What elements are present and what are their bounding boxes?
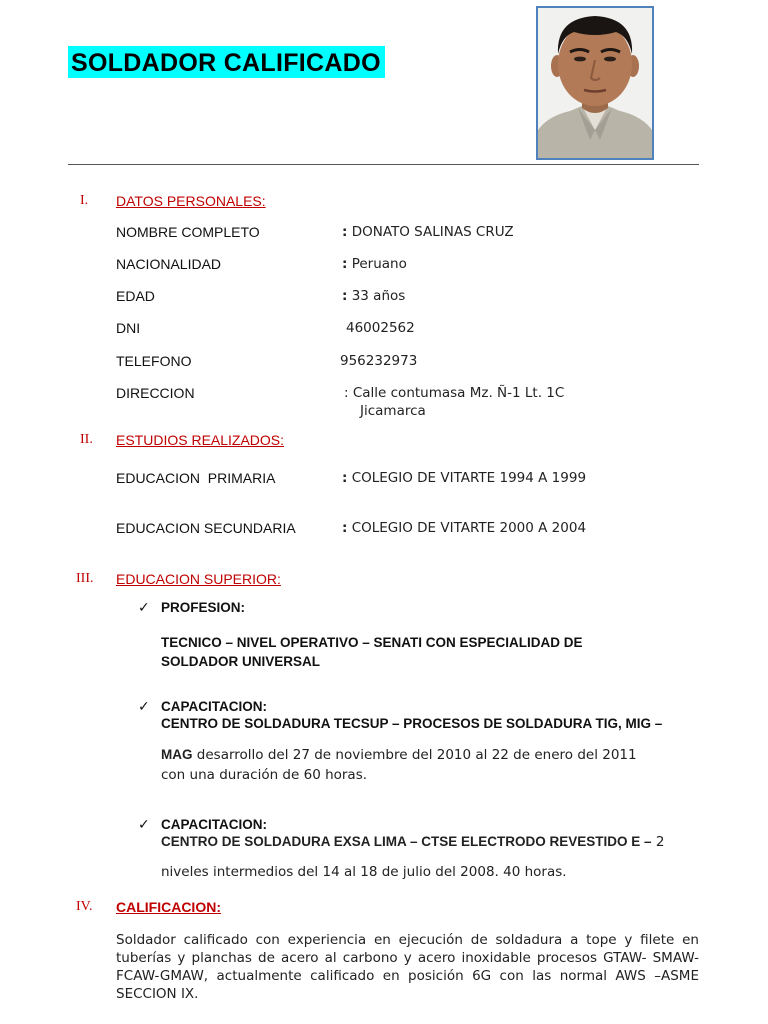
checkmark-icon: ✓ [138,600,150,616]
direccion-label: DIRECCION [116,385,195,401]
capacitacion-2-centro: CENTRO DE SOLDADURA EXSA LIMA – CTSE ELECTRODO REVESTIDO E – [161,834,652,849]
nombre-label: NOMBRE COMPLETO [116,224,260,240]
primaria-row [342,470,586,486]
primaria-value: COLEGIO DE VITARTE 1994 A 1999 [351,470,587,486]
secundaria-label: EDUCACION SECUNDARIA [116,520,296,536]
dni-value: 46002562 [346,320,415,336]
colon: : [342,470,348,486]
telefono-value: 956232973 [340,353,418,369]
capacitacion-1-line2 [161,747,637,763]
section-heading-calificacion: CALIFICACION: [116,899,221,915]
edad-value: 33 años [351,288,406,304]
secundaria-value: COLEGIO DE VITARTE 2000 A 2004 [351,520,587,536]
section-heading-datos-personales: DATOS PERSONALES: [116,193,266,209]
primaria-label: EDUCACION PRIMARIA [116,470,276,486]
secundaria-row [342,520,586,536]
direccion-value-line2: Jicamarca [360,403,426,419]
header-divider [68,164,699,165]
section-number: III. [76,571,94,586]
edad-label: EDAD [116,288,155,304]
capacitacion-2-line1 [161,834,664,850]
section-number: I. [80,193,89,208]
profesion-line1-text: TECNICO – NIVEL OPERATIVO – SENATI CON ESPECIALIDAD DE [161,635,583,650]
edad-row [342,288,405,304]
nombre-value: DONATO SALINAS CRUZ [351,224,514,240]
colon: : [342,256,348,272]
profesion-line1 [161,635,583,650]
colon: : [342,288,348,304]
direccion-value-line1: : Calle contumasa Mz. Ñ-1 Lt. 1C [344,385,565,401]
page-title: SOLDADOR CALIFICADO [68,46,385,78]
section-heading-estudios: ESTUDIOS REALIZADOS: [116,432,285,448]
telefono-label: TELEFONO [116,353,192,369]
colon: : [342,520,348,536]
section-heading-educacion-superior: EDUCACION SUPERIOR: [116,571,281,587]
profesion-line2: SOLDADOR UNIVERSAL [161,654,321,669]
checkmark-icon: ✓ [138,817,150,833]
capacitacion-2-label: CAPACITACION: [161,817,267,832]
section-number: IV. [76,899,93,914]
nacionalidad-value: Peruano [351,256,407,272]
section-number: II. [80,432,93,447]
profile-photo [536,6,654,160]
checkmark-icon: ✓ [138,699,150,715]
capacitacion-1-dates: desarrollo del 27 de noviembre del 2010 al 22 de enero del 2011 [192,747,637,763]
capacitacion-1-mag: MAG [161,747,193,762]
nacionalidad-row [342,256,407,272]
calificacion-paragraph: Soldador calificado con experiencia en ejecución de soldadura a tope y filete en tuberías y planchas de acero al carbono y acero inoxidable procesos GTAW- SMAW-FCAW-GMAW, actualmente calificado en posición 6G con las normal AWS –ASME SECCION IX. [116,932,699,1002]
capacitacion-1-line1: CENTRO DE SOLDADURA TECSUP – PROCESOS DE SOLDADURA TIG, MIG – [161,716,663,731]
nombre-row [342,224,514,240]
profesion-label: PROFESION: [161,600,246,615]
portrait-image [538,8,652,158]
dni-label: DNI [116,320,141,336]
capacitacion-2-suffix: 2 [651,834,665,850]
capacitacion-1-label: CAPACITACION: [161,699,267,714]
capacitacion-2-line2: niveles intermedios del 14 al 18 de julio del 2008. 40 horas. [161,864,567,880]
colon: : [342,224,348,240]
capacitacion-1-line3: con una duración de 60 horas. [161,767,368,783]
nacionalidad-label: NACIONALIDAD [116,256,222,272]
